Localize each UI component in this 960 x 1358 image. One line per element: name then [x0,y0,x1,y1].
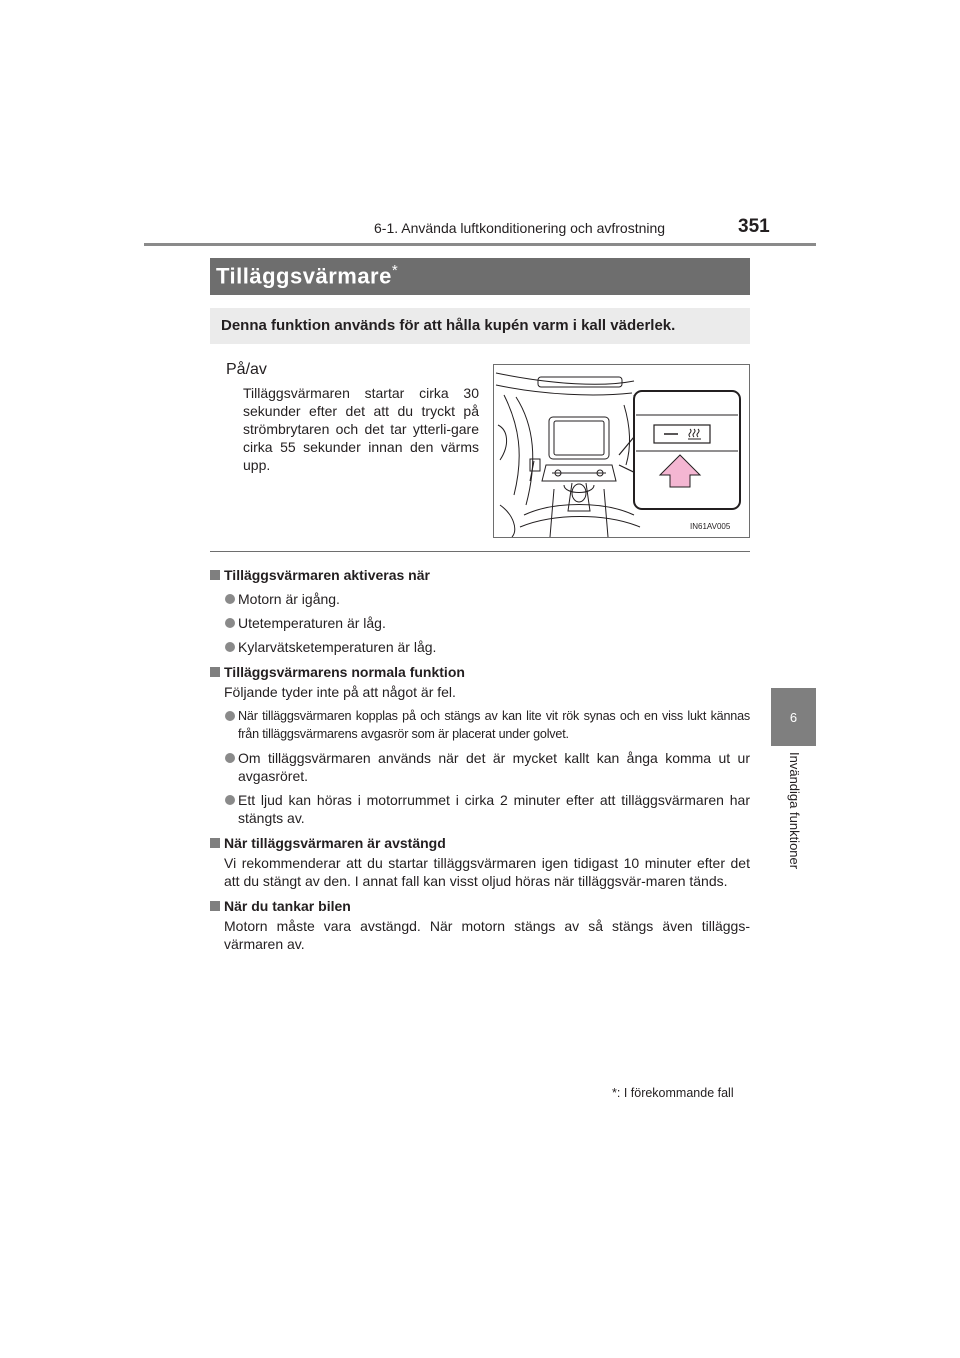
chapter-title: Invändiga funktioner [787,752,802,870]
dashboard-figure [493,364,750,538]
content [210,559,750,953]
list-item: Kylarvätsketemperaturen är låg. [210,638,750,656]
footnote-text: : I förekommande fall [616,1086,734,1100]
title-marker: * [391,262,399,279]
dashboard-illustration [494,365,749,537]
list-item: När tilläggsvärmaren kopplas på och stängs av kan lite vit rök synas och en viss lukt kännas från tilläggsvärmarens avgasrör som är placerat under golvet. [210,707,750,743]
list-item: Om tilläggsvärmaren används när det är mycket kallt kan ånga komma ut ur avgasröret. [210,749,750,785]
chapter-tab [771,688,816,746]
heater-switch-icon [654,425,710,443]
chapter-number: 6 [789,709,798,725]
page-number: 351 [738,216,770,237]
page-title [210,258,750,295]
section-heading: När tilläggsvärmaren är avstängd [210,834,750,852]
list-item: Utetemperaturen är låg. [210,614,750,632]
list-item: Ett ljud kan höras i motorrummet i cirka 2 minuter efter att tilläggsvärmaren har stängts av. [210,791,750,827]
intro-box: Denna funktion används för att hålla kupén varm i kall väderlek. [210,308,750,344]
section-heading: Tilläggsvärmarens normala funktion [210,663,750,681]
zoom-frame [634,391,740,509]
section-rule [210,551,750,552]
section-paragraph: Vi rekommenderar att du startar tilläggsvärmaren igen tidigast 10 minuter efter det att du stängt av den. I annat fall kan visst oljud höras när tilläggsvär-maren tänds. [224,855,750,889]
section-paragraph: Motorn måste vara avstängd. När motorn stängs av så stängs även tilläggs-värmaren av. [224,918,750,952]
onoff-heading: På/av [226,361,267,378]
list-item: Motorn är igång. [210,590,750,608]
figure-code: IN61AV005 [690,522,731,531]
header-rule [144,243,816,246]
onoff-text: Tilläggsvärmaren startar cirka 30 sekunder efter det att du tryckt på strömbrytaren och det tar ytterli-gare cirka 55 sekunder innan den värms upp. [243,385,479,473]
section-heading: Tilläggsvärmaren aktiveras när [210,566,750,584]
section-header: 6-1. Använda luftkonditionering och avfrostning [374,220,666,236]
footnote-marker: * [612,1086,617,1100]
section-heading: När du tankar bilen [210,897,750,915]
title-text: Tilläggsvärmare [216,263,392,289]
footnote [612,1086,734,1100]
section-paragraph: Följande tyder inte på att något är fel. [224,684,456,700]
